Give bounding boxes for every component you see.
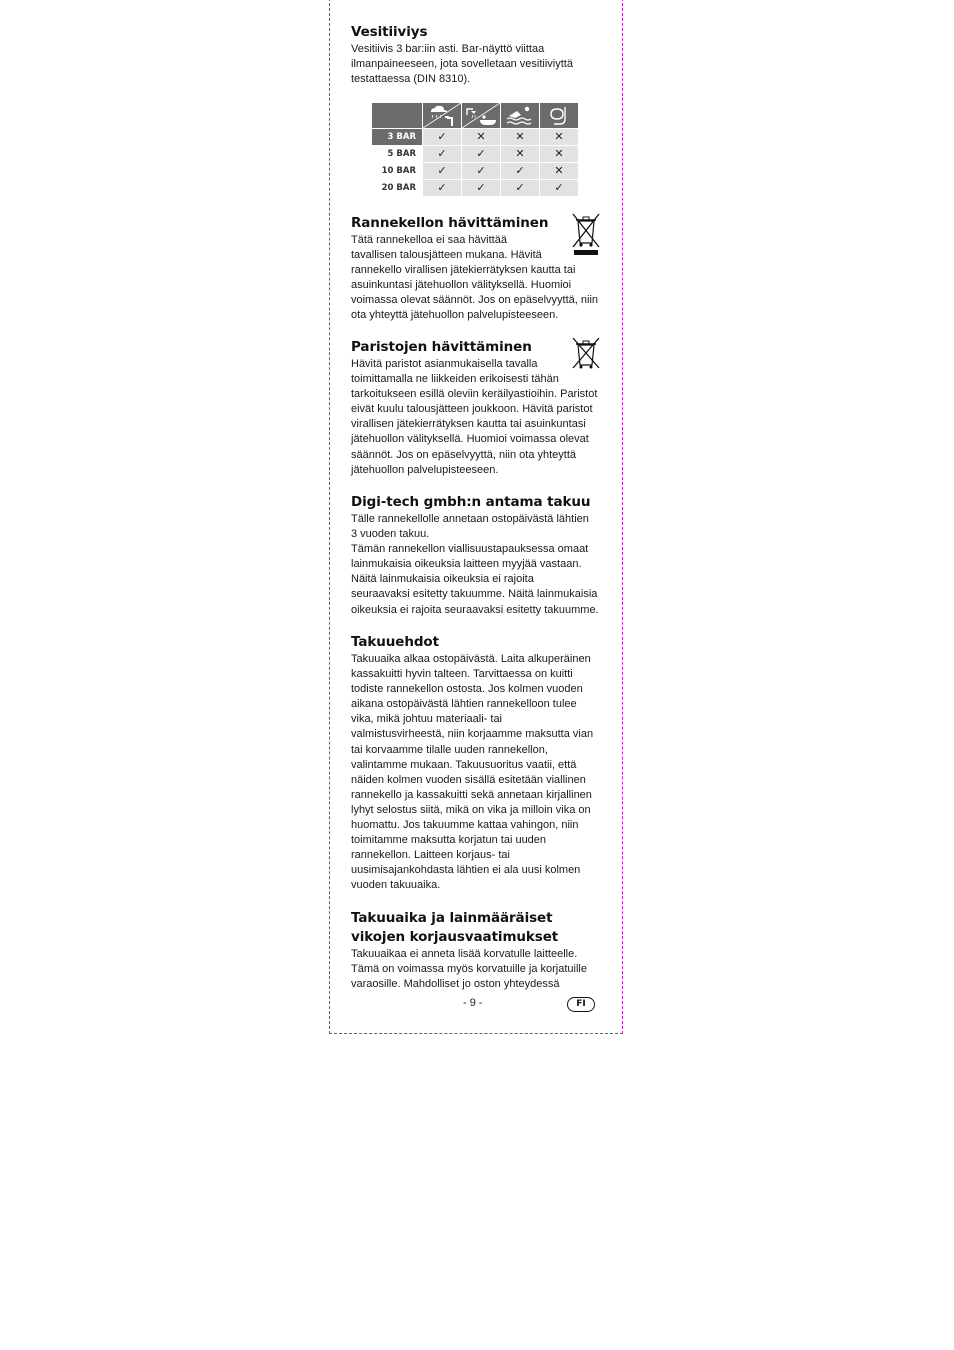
section-body bbox=[351, 42, 603, 87]
table-cell: ✓ bbox=[501, 180, 539, 196]
table-header-row bbox=[372, 103, 578, 128]
swimming-icon bbox=[501, 103, 539, 128]
table-cell: ✓ bbox=[423, 146, 461, 162]
table-cell: ✕ bbox=[540, 163, 578, 179]
text-line: tarkoitukseen esillä oleviin keräilyastioihin. Paristot bbox=[351, 388, 598, 401]
text-line: 3 vuoden takuu. bbox=[351, 528, 430, 541]
text-line: vika, mikä johtuu materiaali- tai bbox=[351, 713, 503, 726]
rain-icon bbox=[423, 103, 461, 128]
text-line: tavallisen talousjätteen mukana. Hävitä bbox=[351, 249, 542, 262]
section-heading: Vesitiiviys bbox=[351, 24, 428, 40]
table-row bbox=[372, 146, 578, 162]
table-row bbox=[372, 163, 578, 179]
text-line: kassakuitti hyvin talteen. Tarvittaessa on kuitti bbox=[351, 668, 573, 681]
text-line: varaosille. Mahdolliset jo oston yhteydessä bbox=[351, 978, 560, 991]
text-line: testattaessa (DIN 8310). bbox=[351, 73, 471, 86]
crossed-out-bin-icon bbox=[570, 211, 602, 256]
heading-line: vikojen korjausvaatimukset bbox=[351, 929, 559, 945]
table-cell: ✕ bbox=[501, 129, 539, 145]
section-water-resistance bbox=[351, 23, 603, 87]
text-line: vuoden takuuaika. bbox=[351, 879, 441, 892]
text-line: virallisen jätekierrätyksen kautta tai asuinkuntasi bbox=[351, 418, 586, 431]
table-cell: ✕ bbox=[540, 146, 578, 162]
table-row bbox=[372, 180, 578, 196]
text-line: Hävitä paristot asianmukaisella tavalla bbox=[351, 358, 538, 370]
section-heading: Rannekellon hävittäminen bbox=[351, 215, 549, 231]
table-cell: ✓ bbox=[501, 163, 539, 179]
section-battery-disposal bbox=[351, 338, 603, 478]
text-line: Vesitiivis 3 bar:iin asti. Bar-näyttö viittaa bbox=[351, 43, 545, 55]
table-cell: ✓ bbox=[423, 180, 461, 196]
text-line: todiste rannekellon ostosta. Jos kolmen vuoden bbox=[351, 683, 583, 696]
text-line: jätehuollon välityksellä. Huomioi voimassa olevat bbox=[351, 433, 589, 446]
text-line: Takuuaikaa ei anneta lisää korvatulle laitteelle. bbox=[351, 948, 578, 960]
table-cell: ✓ bbox=[462, 163, 500, 179]
section-heading: Digi-tech gmbh:n antama takuu bbox=[351, 494, 591, 510]
section-body bbox=[351, 652, 603, 894]
section-heading bbox=[351, 909, 603, 947]
heading-line: Takuuaika ja lainmääräiset bbox=[351, 910, 553, 926]
text-line: lyhyt selostus siitä, mikä on vika ja milloin vika on bbox=[351, 803, 591, 816]
text-line: Takuuaika alkaa ostopäivästä. Laita alkuperäinen bbox=[351, 653, 591, 665]
table-corner bbox=[372, 103, 422, 128]
text-line: rannekello virallisen jätekierrätyksen kautta tai bbox=[351, 264, 576, 277]
section-body bbox=[351, 947, 603, 992]
row-label: 10 BAR bbox=[381, 166, 416, 176]
text-line: ota yhteyttä jätehuollon palvelupisteeseen. bbox=[351, 309, 559, 322]
table-cell: ✓ bbox=[423, 129, 461, 145]
page-number: - 9 - bbox=[463, 997, 483, 1009]
table-cell: ✕ bbox=[462, 129, 500, 145]
text-line: asuinkuntasi jätehuollon välityksellä. Huomioi bbox=[351, 279, 572, 292]
text-line: Tämän rannekellon viallisuustapauksessa omaat bbox=[351, 543, 589, 556]
crossed-out-bin-icon bbox=[570, 336, 602, 370]
text-line: jätehuollon palvelupisteeseen. bbox=[351, 463, 499, 476]
text-line: eivät kuulu talousjätteen joukkoon. Hävitä paristot bbox=[351, 403, 593, 416]
text-line: toimitamme maksutta korjatun tai uuden bbox=[351, 834, 547, 847]
text-line: oikeuksia ei rajoita seuraavaksi esitetty takuumme. bbox=[351, 603, 599, 616]
text-line: Tälle rannekellolle annetaan ostopäivästä lähtien bbox=[351, 513, 589, 525]
table-cell: ✕ bbox=[540, 129, 578, 145]
text-line: Tätä rannekelloa ei saa hävittää bbox=[351, 234, 507, 246]
snorkel-icon bbox=[540, 103, 578, 128]
row-label: 3 BAR bbox=[372, 129, 422, 145]
text-line: rannekello ja kassakuitti sekä annetaan kirjallinen bbox=[351, 788, 592, 801]
table-cell: ✓ bbox=[462, 180, 500, 196]
text-line: valmistusvirheestä, niin korjaamme maksutta vian bbox=[351, 728, 594, 741]
text-line: seuraavaksi esitetty takuumme. Näitä lainmukaisia bbox=[351, 588, 598, 601]
text-line: valintamme mukaan. Takuusuoritus vaatii, että bbox=[351, 758, 577, 771]
table-cell: ✕ bbox=[501, 146, 539, 162]
section-body bbox=[351, 357, 603, 478]
text-line: tai korvaamme tilalle uuden rannekellon, bbox=[351, 743, 548, 756]
text-line: huomattu. Jos takuumme kattaa vahingon, niin bbox=[351, 819, 579, 832]
section-warranty-period bbox=[351, 909, 603, 992]
language-badge: FI bbox=[567, 997, 595, 1012]
table-row bbox=[372, 129, 578, 145]
text-line: rannekellon. Laitteen korjaus- tai bbox=[351, 849, 510, 862]
section-heading: Takuuehdot bbox=[351, 634, 439, 650]
text-line: ilmanpaineeseen, jota sovelletaan vesitiiviyttä bbox=[351, 58, 573, 71]
section-heading: Paristojen hävittäminen bbox=[351, 339, 532, 355]
row-label: 5 BAR bbox=[387, 149, 416, 159]
text-line: säännöt. Jos on epäselvyyttä, niin ota yhteyttä bbox=[351, 448, 577, 461]
text-line: toimittamalla ne liikkeiden erikoisesti tähän bbox=[351, 373, 559, 386]
table-cell: ✓ bbox=[540, 180, 578, 196]
text-line: Tämä on voimassa myös korvatuille ja korjatuille bbox=[351, 963, 587, 976]
section-body bbox=[351, 512, 603, 618]
text-line: lainmukaisia oikeuksia laitteen myyjää vastaan. bbox=[351, 558, 582, 571]
text-line: voimassa olevat säännöt. Jos on epäselvyyttä, niin bbox=[351, 294, 599, 307]
water-resistance-table bbox=[372, 103, 578, 196]
section-body bbox=[351, 233, 603, 324]
section-watch-disposal bbox=[351, 214, 603, 324]
table-cell: ✓ bbox=[423, 163, 461, 179]
table-cell: ✓ bbox=[462, 146, 500, 162]
section-warranty-terms bbox=[351, 633, 603, 894]
section-warranty bbox=[351, 493, 603, 618]
text-line: näiden kolmen vuoden sisällä esitetään viallinen bbox=[351, 773, 586, 786]
text-line: aikana ostopäivästä lähtien rannekelloon tulee bbox=[351, 698, 577, 711]
shower-icon bbox=[462, 103, 500, 128]
text-line: Näitä lainmukaisia oikeuksia ei rajoita bbox=[351, 573, 534, 586]
text-line: uusimisajankohdasta lähtien ei ala uusi kolmen bbox=[351, 864, 581, 877]
row-label: 20 BAR bbox=[381, 183, 416, 193]
